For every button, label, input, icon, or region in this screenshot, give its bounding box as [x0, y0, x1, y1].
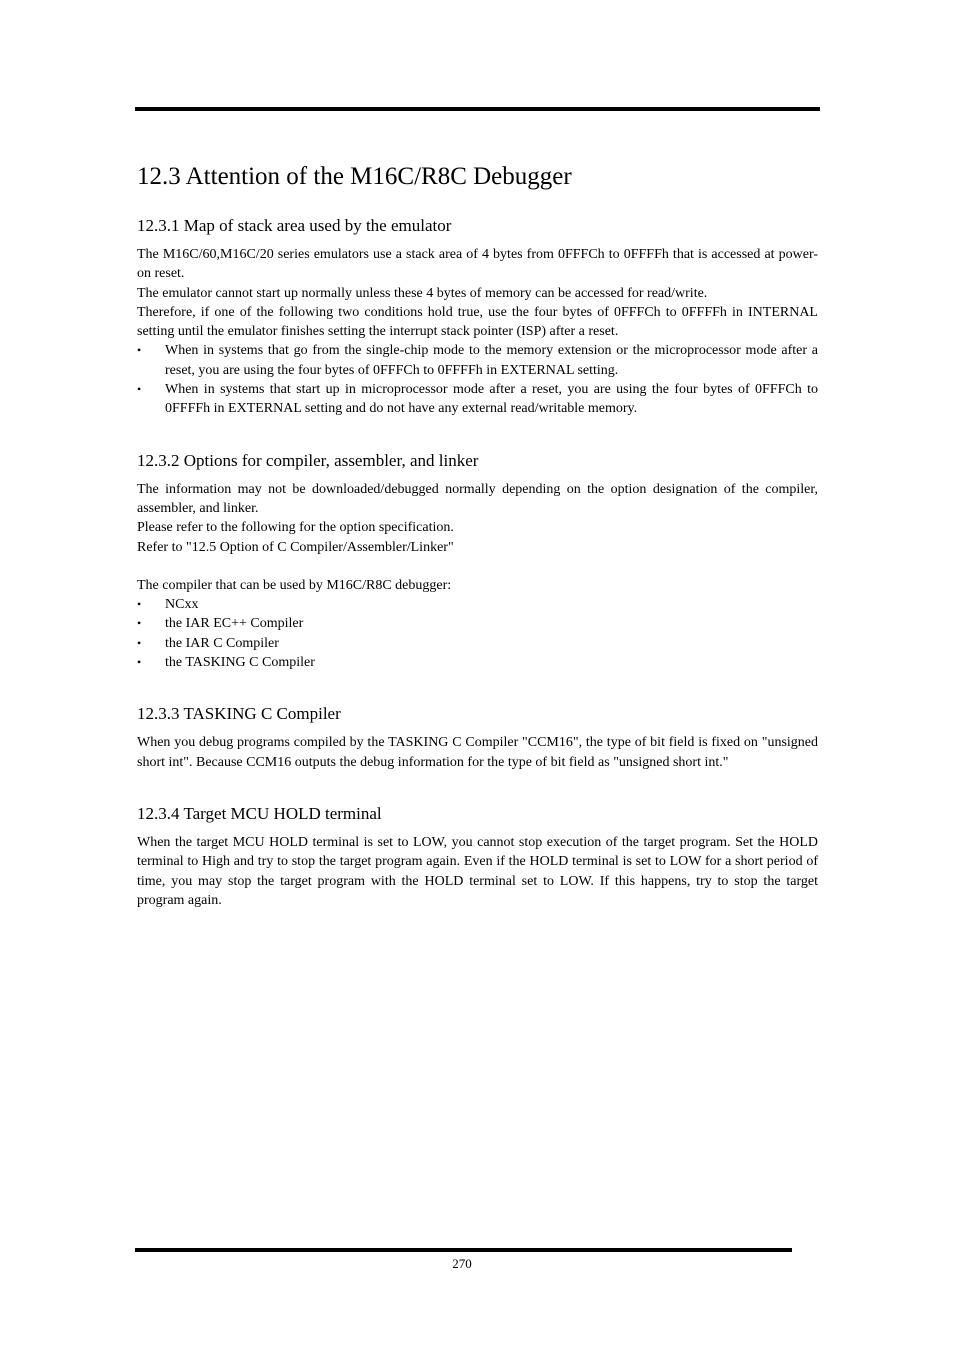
list-item: • When in systems that start up in microprocessor mode after a reset, you are using the four bytes of 0FFFCh to 0FFFFh in EXTERNAL setting and do not have any external read/writable memory.: [137, 380, 818, 419]
list-item: • NCxx: [137, 595, 818, 614]
paragraph: Please refer to the following for the option specification.: [137, 520, 454, 536]
paragraph: Therefore, if one of the following two conditions hold true, use the four bytes of 0FFFCh to 0FFFFh in INTERNAL setting until the emulator finishes setting the interrupt stack pointer (ISP) after a reset.: [137, 304, 818, 340]
paragraph: Refer to "12.5 Option of C Compiler/Assembler/Linker": [137, 539, 454, 555]
list-item: • the IAR EC++ Compiler: [137, 614, 818, 633]
list-item: • When in systems that go from the single-chip mode to the memory extension or the microprocessor mode after a reset, you are using the four bytes of 0FFFCh to 0FFFFh in EXTERNAL setting.: [137, 341, 818, 380]
page-title: 12.3 Attention of the M16C/R8C Debugger: [137, 163, 572, 190]
list-item: • the IAR C Compiler: [137, 634, 818, 653]
paragraph: When the target MCU HOLD terminal is set to LOW, you cannot stop execution of the target program. Set the HOLD terminal to High and try to stop the target program again. Even if the HOLD terminal is set to LOW for a short period of time, you may stop the target program with the HOLD terminal set to LOW. If this happens, try to stop the target program again.: [137, 834, 818, 908]
paragraph: The M16C/60,M16C/20 series emulators use a stack area of 4 bytes from 0FFFCh to 0FFFFh that is accessed at power-on reset.: [137, 247, 818, 282]
paragraph: The emulator cannot start up normally unless these 4 bytes of memory can be accessed for read/write.: [137, 285, 708, 301]
section-heading: 12.3.2 Options for compiler, assembler, and linker: [137, 450, 479, 470]
section-heading: 12.3.4 Target MCU HOLD terminal: [137, 803, 382, 823]
header-rule: [135, 107, 820, 111]
bullet-list: [137, 341, 818, 418]
paragraph: When you debug programs compiled by the TASKING C Compiler "CCM16", the type of bit field is fixed on "unsigned short int". Because CCM16 outputs the debug information for the type of bit field as "unsigned short int.": [137, 735, 818, 770]
section-heading: 12.3.1 Map of stack area used by the emulator: [137, 216, 452, 235]
footer-rule: [135, 1248, 792, 1252]
list-item: • the TASKING C Compiler: [137, 653, 818, 672]
section-stack-area: [137, 214, 818, 419]
section-tasking-compiler: [137, 702, 818, 772]
section-hold-terminal: [137, 802, 818, 910]
bullet-list: [137, 595, 818, 672]
page-content: [137, 160, 818, 910]
list-intro: The compiler that can be used by M16C/R8C debugger:: [137, 577, 452, 593]
section-compiler-options: [137, 449, 818, 673]
section-heading: 12.3.3 TASKING C Compiler: [137, 704, 341, 724]
paragraph: The information may not be downloaded/debugged normally depending on the option designation of the compiler, assembler, and linker.: [137, 481, 818, 516]
page-number: 270: [452, 1256, 472, 1271]
